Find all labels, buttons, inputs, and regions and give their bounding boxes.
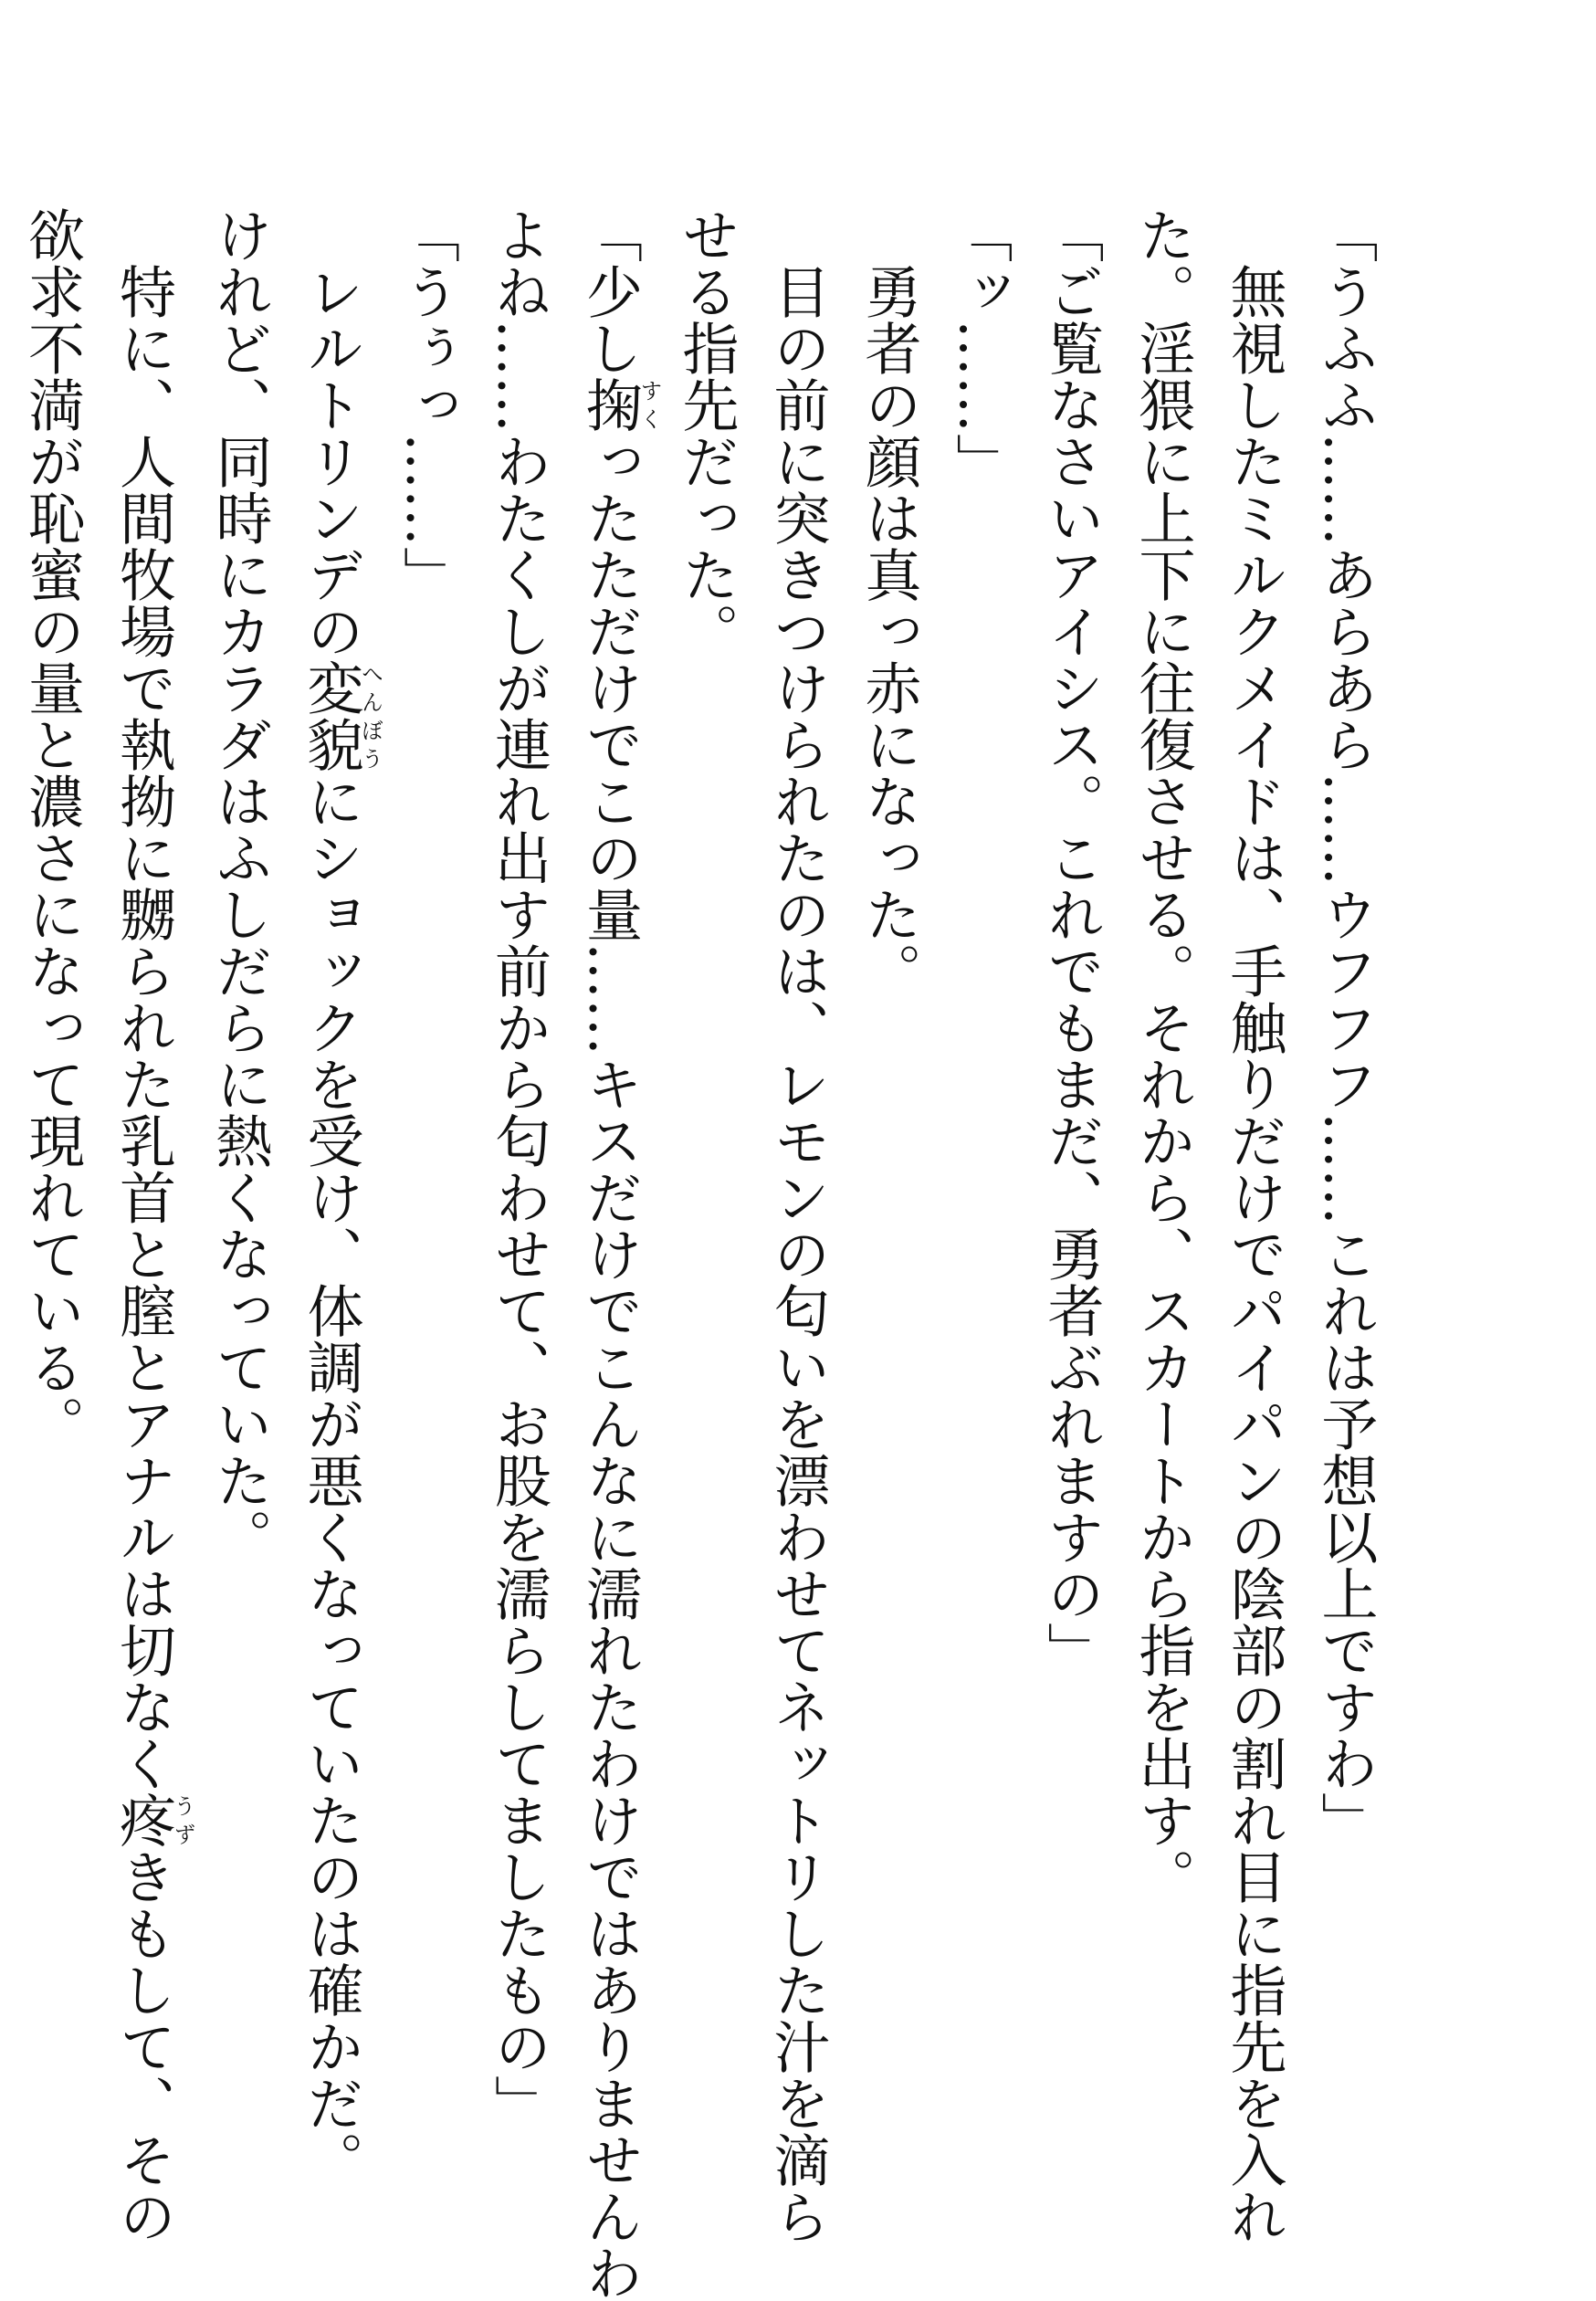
ruby-henbou <box>298 659 383 772</box>
ruby-uzu-reading: うず <box>170 1791 195 1848</box>
text-line-8: せる指先だった。 <box>673 206 740 659</box>
text-line-9-start: 「少し <box>576 206 644 376</box>
text-line-14-start: 特に、人間牧場で執拗に嬲られた乳首と膣とアナルは切なく <box>110 263 177 1791</box>
text-line-14-end: きもして、その <box>110 1848 177 2244</box>
text-line-9 <box>564 206 662 2301</box>
ruby-sukuu-reading: すく <box>636 376 662 433</box>
text-line-13: けれど、同時にカラダはふしだらに熱くなっていた。 <box>206 206 273 1565</box>
text-line-10: よね……わたくしが連れ出す前から匂わせて、お股を濡らしてましたもの」 <box>485 206 552 2131</box>
text-line-14 <box>98 206 195 2244</box>
text-line-3: た。淫猥に上下に往復させる。それから、スカートから指を出す。 <box>1129 206 1196 1905</box>
ruby-henbou-base: 変貌 <box>298 659 364 772</box>
ruby-uzu <box>110 1791 195 1848</box>
text-line-5: 「ッ……」 <box>947 206 1013 489</box>
text-line-7: 目の前に突きつけられたのは、レモンの匂いを漂わせてネットリした汁を滴ら <box>764 263 831 2244</box>
text-line-11: 「うぅっ……」 <box>394 206 461 603</box>
text-line-12 <box>285 206 383 2188</box>
vertical-text-body <box>18 206 1391 2301</box>
text-line-15: 欲求不満が恥蜜の量と濃さになって現れている。 <box>18 206 86 1452</box>
text-line-4: 「ご覧なさいアイシス。これでもまだ、勇者ぶれますの」 <box>1038 206 1105 1678</box>
ruby-henbou-reading: へんぼう <box>357 659 383 772</box>
text-line-9-end: ったただけでこの量……キスだけでこんなに濡れたわけではありませんわ <box>576 433 644 2301</box>
ruby-sukuu <box>576 376 662 433</box>
ruby-sukuu-base: 掬 <box>576 376 644 433</box>
text-line-1: 「うふふ……あらあら……ウフフフ……これは予想以上ですわ」 <box>1312 206 1379 1848</box>
text-line-2: 無視したミルクメイドは、手触りだけでパイパンの陰部の割れ目に指先を入れ <box>1221 263 1287 2244</box>
ruby-uzu-base: 疼 <box>110 1791 177 1848</box>
text-line-6: 勇者の顔は真っ赤になった。 <box>856 263 922 999</box>
text-line-12-start: レルトリンデの <box>298 263 364 659</box>
text-line-12-end: にショックを受け、体調が悪くなっていたのは確かだ。 <box>298 772 364 2188</box>
